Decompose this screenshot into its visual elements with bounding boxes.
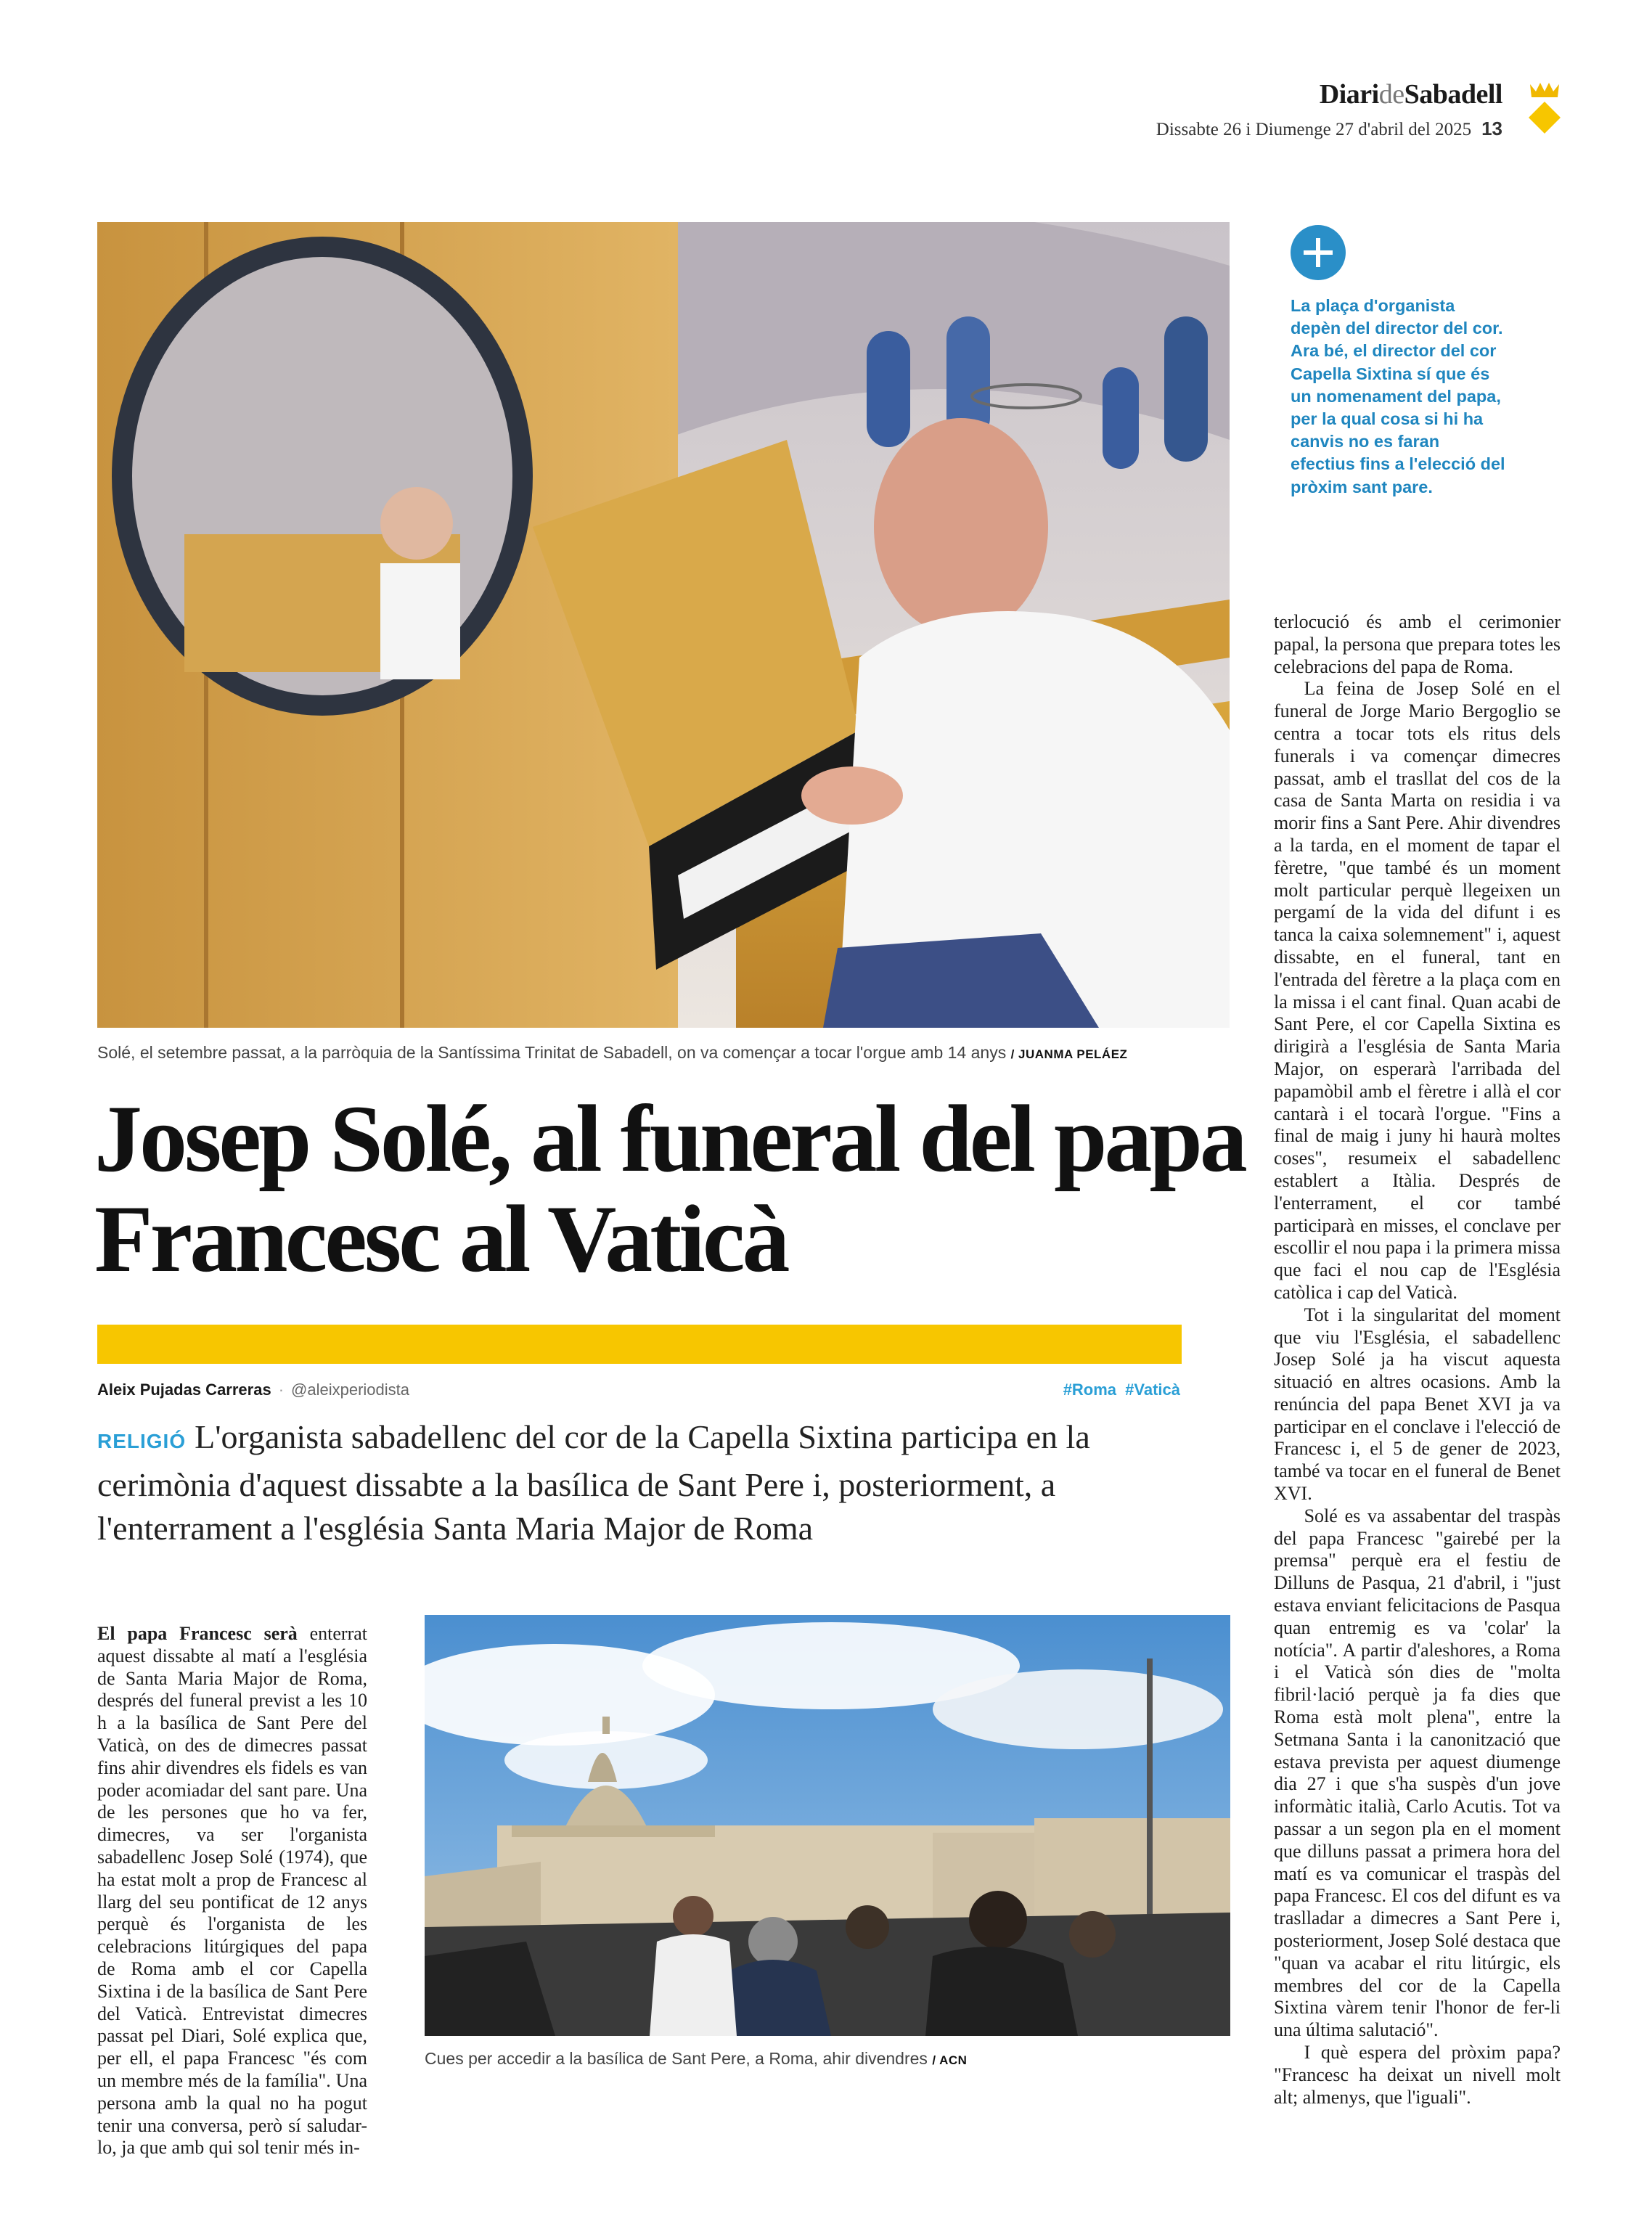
photo-organist [97, 222, 1230, 1028]
body-column-right [1274, 611, 1561, 2109]
body-paragraph: Tot i la singularitat del moment que viu l'Església, el sabadellenc Josep Solé ja ha viscut aquesta situació en altres ocasions. Amb la renúncia del papa Benet XVI ja va participar en el conclave i l'elecció de Francesc i, el 5 de gener de 2023, també va tocar en el funeral de Benet XVI. [1274, 1304, 1561, 1505]
body-paragraph: I què espera del pròxim papa? "Francesc ha deixat un nivell molt alt; almenys, que l'iguali". [1274, 2042, 1561, 2108]
newspaper-logo: DiarideSabadell [1319, 79, 1502, 110]
body-column-left [97, 1623, 367, 2159]
hashtags[interactable]: #Roma #Vaticà [1063, 1381, 1180, 1399]
body-paragraph: La feina de Josep Solé en el funeral de Jorge Mario Bergoglio se centra a tocar tots els ritus dels funerals i va començar dimecres passat, amb el trasllat del cos de la casa de Santa Marta on residia i va morir fins a Sant Pere. Ahir divendres a la tarda, en el moment de tapar el fèretre, "que també és un moment molt particular perquè llegeixen un pergamí de la vida del difunt i es tanca la caixa solemnement" i, aquest dissabte, en el funeral, tant en l'entrada del fèretre a la plaça com en la missa i el cant final. Quan acabi de Sant Pere, el cor Capella Sixtina es dirigirà a l'església de Santa Maria Major, on esperarà l'arribada del papamòbil amb el fèretre i allà el cor cantarà i el tocarà l'orgue. "Fins a final de maig i juny hi haurà moltes coses", resumeix el sabadellenc establert a Itàlia. Després de l'enterrament, el cor també participarà en misses, el conclave per escollir el nou papa i la primera missa que faci el nou cap de l'Església catòlica i cap del Vaticà. [1274, 678, 1561, 1303]
author-handle[interactable]: @aleixperiodista [291, 1381, 410, 1399]
plus-icon [1291, 225, 1346, 280]
photo1-credit: / JUANMA PELÁEZ [1010, 1047, 1128, 1061]
crest-icon [1526, 81, 1563, 136]
body-paragraph: El papa Francesc serà enterrat aquest dissabte al matí a l'església de Santa Maria Major de Roma, després del funeral previst a les 10 h a la basílica de Sant Pere del Vaticà, on des de dimecres passat fins ahir divendres els fidels es van poder acomiadar del sant pare. Una de les persones que ho va fer, dimecres, va ser l'organista sabadellenc Josep Solé (1974), que ha estat molt a prop de Francesc al llarg del seu pontificat de 12 anys perquè és l'organista de les celebracions litúrgiques del papa de Roma amb el cor Capella Sixtina i de la basílica de Sant Pere del Vaticà. Entrevistat dimecres passat pel Diari, Solé explica que, per ell, el papa Francesc "és com un membre més de la família". Una persona amb la qual no ha pogut tenir una conversa, però sí saludar-lo, ja que amb qui sol tenir més in- [97, 1623, 367, 2159]
photo-st-peters-queue [425, 1615, 1230, 2036]
photo2-credit: / ACN [932, 2053, 968, 2067]
photo1-caption: Solé, el setembre passat, a la parròquia de la Santíssima Trinitat de Sabadell, on va començar a tocar l'orgue amb 14 anys / JUANMA PELÁEZ [97, 1043, 1128, 1062]
section-label: RELIGIÓ [97, 1430, 187, 1452]
author-name: Aleix Pujadas Carreras [97, 1381, 271, 1399]
headline-rule [97, 1325, 1182, 1364]
photo2-caption: Cues per accedir a la basílica de Sant Pere, a Roma, ahir divendres / ACN [425, 2049, 968, 2068]
body-paragraph: Solé es va assabentar del traspàs del papa Francesc "gairebé per la premsa" perquè era el festiu de Dilluns de Pasqua, 21 d'abril, i "just estava enviant felicitacions de Pasqua quan entremig es va 'colar' la notícia". A partir d'aleshores, a Roma i el Vaticà són dies de "molta fibril·lació perquè ja fa dies que Roma està molt plena", entre la Setmana Santa i la canonització que estava prevista per aquest diumenge dia 27 i que s'ha suspès d'un jove informàtic italià, Carlo Acutis. Tot va passar a un segon pla en el moment que dilluns passat a primera hora del matí es va comunicar el traspàs del papa Francesc. El cos del difunt es va traslladar a dimecres a Sant Pere i, posteriorment, Josep Solé destaca que "quan va acabar el ritu litúrgic, els membres del cor de la Capella Sixtina vàrem tenir l'honor de fer-li una última salutació". [1274, 1505, 1561, 2041]
issue-date: Dissabte 26 i Diumenge 27 d'abril del 2025 [1156, 120, 1472, 139]
body-paragraph: terlocució és amb el cerimonier papal, la persona que prepara totes les celebracions del papa de Roma. [1274, 611, 1561, 677]
byline: Aleix Pujadas Carreras · @aleixperiodista [97, 1381, 410, 1399]
sidebar-note: La plaça d'organista depèn del director del cor. Ara bé, el director del cor Capella Sixtina sí que és un nomenament del papa, per la qual cosa si hi ha canvis no es faran efectius fins a l'elecció del pròxim sant pare. [1291, 296, 1505, 496]
masthead [1156, 78, 1502, 140]
headline: Josep Solé, al funeral del papa Francesc al Vaticà [94, 1085, 1245, 1292]
standfirst: RELIGIÓ L'organista sabadellenc del cor de la Capella Sixtina participa en la cerimònia d'aquest dissabte a la basílica de Sant Pere i, posteriorment, a l'enterrament a l'església Santa Maria Major de Roma [97, 1418, 1090, 1547]
page-number: 13 [1481, 118, 1502, 139]
dateline [1156, 118, 1502, 140]
lead-in: El papa Francesc serà [97, 1623, 298, 1644]
